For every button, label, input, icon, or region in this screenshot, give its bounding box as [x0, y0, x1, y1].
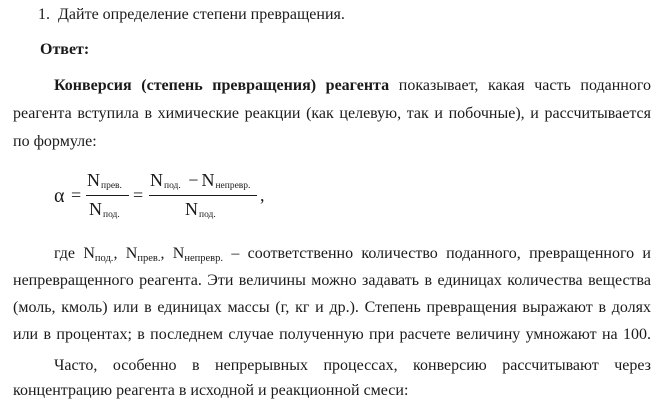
formula-frac2-bar — [149, 195, 257, 196]
formula-n-symbol: N — [201, 170, 215, 190]
question-number: 1. — [38, 6, 50, 23]
paragraph3-line1: Часто, особенно в непрерывных процессах, конверсию рассчитывают через — [54, 357, 651, 374]
paragraph2-sub-nepr: непревр. — [184, 253, 223, 264]
formula-equals-2: = — [133, 185, 144, 205]
formula-n-symbol: N — [185, 199, 198, 219]
definition-term: Конверсия (степень превращения) реагента — [54, 77, 390, 94]
conversion-formula — [54, 167, 294, 223]
formula-frac2-numerator — [150, 170, 250, 191]
paragraph2-sep1: , N — [113, 245, 138, 262]
formula-alpha: α — [54, 185, 65, 207]
formula-comma: , — [260, 185, 265, 205]
formula-sub-prev: прев. — [101, 181, 122, 191]
answer-label: Ответ: — [40, 41, 90, 58]
paragraph2-line1-rest: – соответственно количество поданного, превращенного и — [223, 245, 651, 262]
paragraph2-lead: где N — [54, 245, 95, 262]
formula-frac1-bar — [86, 195, 129, 196]
paragraph2-line4: или в процентах; в последнем случае полученную при расчете величину умножают на 100. — [13, 326, 651, 343]
formula-frac1-denominator — [89, 199, 120, 220]
formula-n-symbol: N — [150, 170, 163, 190]
formula-sub-nepr: непревр. — [215, 181, 251, 191]
paragraph1-line2: реагента вступила в химические реакции (как целевую, так и побочные), и рассчитывается — [13, 105, 651, 122]
formula-frac1-numerator — [87, 170, 122, 191]
question-line — [38, 5, 651, 25]
formula-minus: − — [188, 170, 199, 190]
paragraph2-line3: (моль, кмоль) или в единицах массы (г, кг и др.). Степень превращения выражают в долях — [13, 299, 651, 316]
paragraph1-line1-rest: показывает, какая часть поданного — [398, 77, 652, 94]
formula-frac2-denominator — [185, 199, 216, 220]
paragraph2-sub-pod: под. — [94, 253, 114, 264]
paragraph2-line2: непревращенного реагента. Эти величины можно задавать в единицах количества вещества — [13, 272, 651, 289]
paragraph2-sub-prev: прев. — [137, 253, 161, 264]
formula-n-symbol: N — [89, 199, 102, 219]
formula-sub-pod: под. — [164, 181, 181, 191]
paragraph1-line3: по формуле: — [13, 133, 97, 150]
paragraph2-line1 — [54, 244, 651, 269]
formula-sub-pod: под. — [103, 210, 120, 220]
paragraph2-sep2: , N — [160, 245, 185, 262]
paragraph1-line1 — [54, 76, 651, 96]
paragraph3-line2: концентрацию реагента в исходной и реакционной смеси: — [13, 382, 409, 399]
question-text: Дайте определение степени превращения. — [58, 6, 345, 23]
formula-n-symbol: N — [87, 170, 100, 190]
formula-sub-pod: под. — [199, 210, 216, 220]
formula-equals-1: = — [71, 185, 82, 205]
